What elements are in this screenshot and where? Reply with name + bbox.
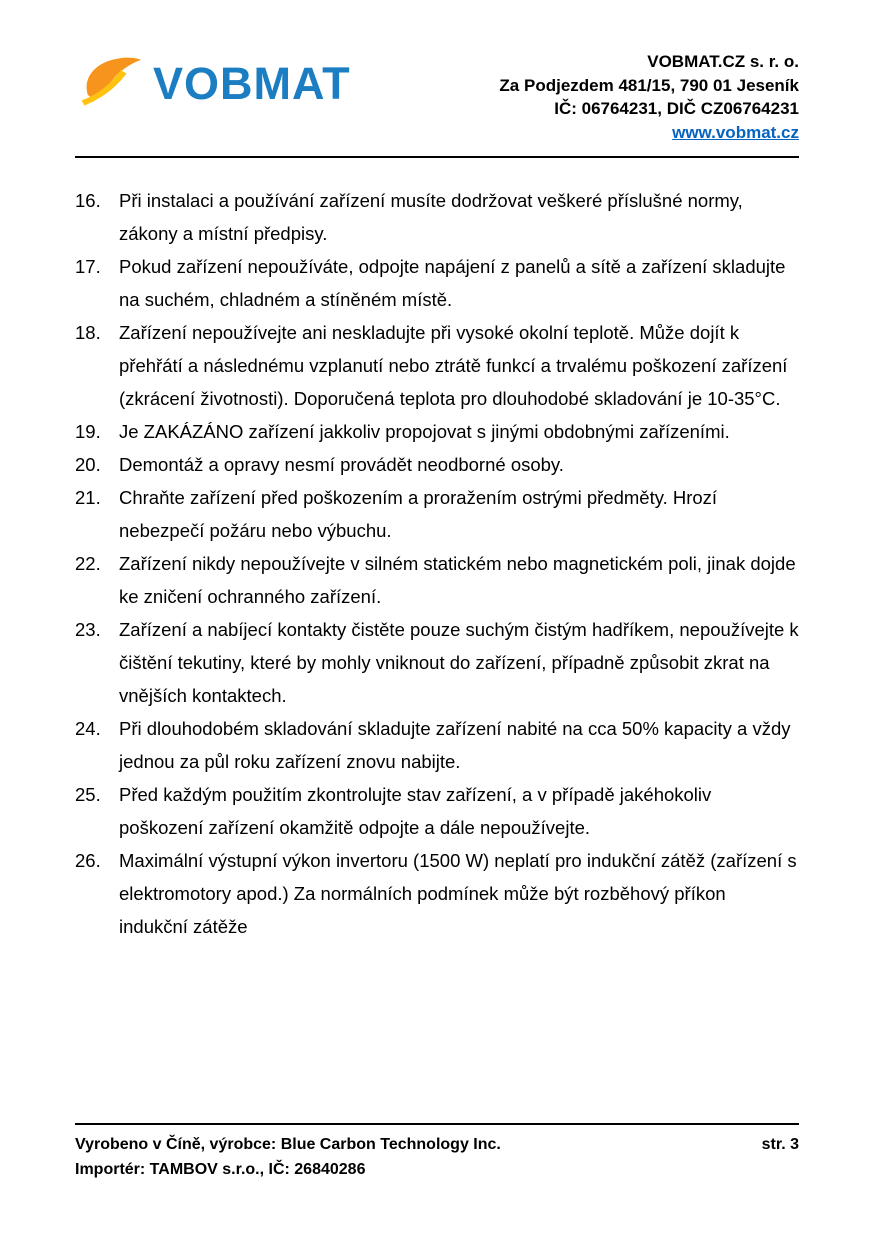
list-item-text: Pokud zařízení nepoužíváte, odpojte napájení z panelů a sítě a zařízení skladujte na suchém, chladném a stíněném místě.: [119, 256, 786, 310]
list-item-number: 26.: [75, 850, 101, 871]
footer-row-2: [75, 1157, 799, 1182]
list-item-number: 22.: [75, 553, 101, 574]
logo-wordmark: VOBMAT: [153, 57, 351, 109]
list-item-number: 20.: [75, 454, 101, 475]
list-item-text: Je ZAKÁZÁNO zařízení jakkoliv propojovat s jinými obdobnými zařízeními.: [119, 421, 730, 442]
list-item-text: Při dlouhodobém skladování skladujte zařízení nabité na cca 50% kapacity a vždy jednou za půl roku zařízení znovu nabijte.: [119, 718, 791, 772]
list-item-number: 19.: [75, 421, 101, 442]
company-address: Za Podjezdem 481/15, 790 01 Jeseník: [499, 75, 799, 95]
vobmat-logo-icon: [75, 54, 149, 112]
list-item-text: Zařízení nikdy nepoužívejte v silném statickém nebo magnetickém poli, jinak dojde ke zničení ochranného zařízení.: [119, 553, 796, 607]
list-item: [75, 316, 799, 415]
list-item-number: 18.: [75, 322, 101, 343]
list-item: [75, 448, 799, 481]
company-name: VOBMAT.CZ s. r. o.: [647, 52, 799, 71]
footer-row-1: [75, 1132, 799, 1157]
website-link[interactable]: www.vobmat.cz: [672, 122, 799, 142]
list-item-number: 21.: [75, 487, 101, 508]
list-item-text: Maximální výstupní výkon invertoru (1500 W) neplatí pro indukční zátěž (zařízení s elektromotory apod.) Za normálních podmínek může být rozběhový příkon indukční zátěže: [119, 850, 797, 937]
list-item-number: 23.: [75, 619, 101, 640]
company-registration: IČ: 06764231, DIČ CZ06764231: [554, 99, 799, 118]
list-item: [75, 250, 799, 316]
list-item: [75, 547, 799, 613]
list-item-text: Zařízení a nabíjecí kontakty čistěte pouze suchým čistým hadříkem, nepoužívejte k čištění tekutiny, které by mohly vniknout do zařízení, případně způsobit zkrat na vnějších kontaktech.: [119, 619, 799, 706]
company-info: [499, 48, 799, 144]
list-item: [75, 415, 799, 448]
page-footer: [75, 1123, 799, 1182]
list-item-number: 24.: [75, 718, 101, 739]
footer-manufacturer: Vyrobeno v Číně, výrobce: Blue Carbon Technology Inc.: [75, 1136, 501, 1153]
list-item-number: 16.: [75, 190, 101, 211]
list-item-text: Při instalaci a používání zařízení musíte dodržovat veškeré příslušné normy, zákony a místní předpisy.: [119, 190, 743, 244]
vobmat-logo: [75, 54, 351, 112]
list-item: [75, 613, 799, 712]
list-item: [75, 712, 799, 778]
list-item-number: 17.: [75, 256, 101, 277]
list-item: [75, 778, 799, 844]
list-item-text: Chraňte zařízení před poškozením a proražením ostrými předměty. Hrozí nebezpečí požáru nebo výbuchu.: [119, 487, 718, 541]
company-website: [499, 121, 799, 145]
list-item-text: Před každým použitím zkontrolujte stav zařízení, a v případě jakéhokoliv poškození zařízení okamžitě odpojte a dále nepoužívejte.: [119, 784, 712, 838]
page-header: [75, 0, 799, 158]
list-item-text: Demontáž a opravy nesmí provádět neodborné osoby.: [119, 454, 564, 475]
footer-importer: Importér: TAMBOV s.r.o., IČ: 26840286: [75, 1161, 366, 1178]
list-item: [75, 481, 799, 547]
list-item-text: Zařízení nepoužívejte ani neskladujte při vysoké okolní teplotě. Může dojít k přehřátí a následnému vzplanutí nebo ztrátě funkcí a trvalému poškození zařízení (zkrácení životnosti). Doporučená teplota pro dlouhodobé skladování je 10-35°C.: [119, 322, 788, 409]
instruction-list: [75, 184, 799, 943]
list-item: [75, 184, 799, 250]
page-number: str. 3: [761, 1136, 799, 1153]
list-item: [75, 844, 799, 943]
list-item-number: 25.: [75, 784, 101, 805]
